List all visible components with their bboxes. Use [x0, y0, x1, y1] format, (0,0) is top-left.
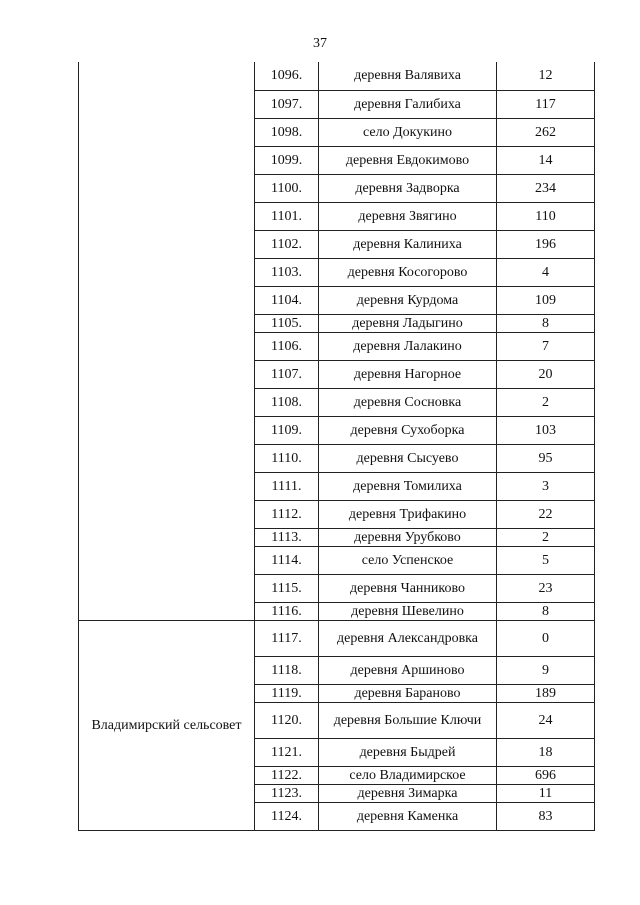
settlement-name: деревня Курдома	[319, 286, 497, 314]
row-number: 1120.	[255, 702, 319, 738]
row-number: 1122.	[255, 766, 319, 784]
settlement-name: деревня Аршиново	[319, 656, 497, 684]
row-number: 1098.	[255, 118, 319, 146]
population-value: 234	[497, 174, 595, 202]
settlement-name: деревня Лалакино	[319, 332, 497, 360]
row-number: 1113.	[255, 528, 319, 546]
settlement-name: деревня Галибиха	[319, 90, 497, 118]
settlement-name: деревня Урубково	[319, 528, 497, 546]
settlement-name: деревня Каменка	[319, 802, 497, 830]
settlement-name: деревня Валявиха	[319, 62, 497, 90]
settlement-name: деревня Сухоборка	[319, 416, 497, 444]
row-number: 1119.	[255, 684, 319, 702]
table-row	[79, 620, 595, 656]
population-value: 20	[497, 360, 595, 388]
row-number: 1121.	[255, 738, 319, 766]
settlement-name: деревня Александровка	[319, 620, 497, 656]
row-number: 1114.	[255, 546, 319, 574]
row-number: 1109.	[255, 416, 319, 444]
population-value: 2	[497, 528, 595, 546]
settlement-name: село Докукино	[319, 118, 497, 146]
population-value: 14	[497, 146, 595, 174]
settlement-name: деревня Трифакино	[319, 500, 497, 528]
population-value: 2	[497, 388, 595, 416]
population-value: 22	[497, 500, 595, 528]
population-value: 9	[497, 656, 595, 684]
settlement-name: деревня Сосновка	[319, 388, 497, 416]
row-number: 1107.	[255, 360, 319, 388]
row-number: 1101.	[255, 202, 319, 230]
row-number: 1118.	[255, 656, 319, 684]
population-value: 83	[497, 802, 595, 830]
population-value: 4	[497, 258, 595, 286]
row-number: 1104.	[255, 286, 319, 314]
row-number: 1105.	[255, 314, 319, 332]
settlement-name: деревня Задворка	[319, 174, 497, 202]
settlement-name: деревня Зимарка	[319, 784, 497, 802]
population-value: 3	[497, 472, 595, 500]
settlement-name: деревня Сысуево	[319, 444, 497, 472]
settlement-name: деревня Большие Ключи	[319, 702, 497, 738]
population-value: 8	[497, 602, 595, 620]
row-number: 1099.	[255, 146, 319, 174]
settlement-name: деревня Томилиха	[319, 472, 497, 500]
settlement-name: деревня Ладыгино	[319, 314, 497, 332]
row-number: 1115.	[255, 574, 319, 602]
population-value: 110	[497, 202, 595, 230]
row-number: 1108.	[255, 388, 319, 416]
table-row	[79, 62, 595, 90]
row-number: 1096.	[255, 62, 319, 90]
council-cell-previous	[79, 62, 255, 620]
row-number: 1100.	[255, 174, 319, 202]
row-number: 1103.	[255, 258, 319, 286]
population-value: 262	[497, 118, 595, 146]
settlement-name: деревня Нагорное	[319, 360, 497, 388]
row-number: 1111.	[255, 472, 319, 500]
row-number: 1117.	[255, 620, 319, 656]
row-number: 1106.	[255, 332, 319, 360]
population-value: 109	[497, 286, 595, 314]
settlement-name: село Успенское	[319, 546, 497, 574]
row-number: 1102.	[255, 230, 319, 258]
settlement-name: деревня Звягино	[319, 202, 497, 230]
row-number: 1112.	[255, 500, 319, 528]
population-value: 23	[497, 574, 595, 602]
row-number: 1123.	[255, 784, 319, 802]
population-value: 95	[497, 444, 595, 472]
table-body	[79, 62, 595, 830]
population-value: 696	[497, 766, 595, 784]
population-value: 5	[497, 546, 595, 574]
settlement-name: деревня Косогорово	[319, 258, 497, 286]
population-value: 103	[497, 416, 595, 444]
population-value: 18	[497, 738, 595, 766]
population-value: 117	[497, 90, 595, 118]
row-number: 1110.	[255, 444, 319, 472]
population-value: 11	[497, 784, 595, 802]
settlement-name: деревня Чанниково	[319, 574, 497, 602]
row-number: 1116.	[255, 602, 319, 620]
population-value: 24	[497, 702, 595, 738]
settlement-name: село Владимирское	[319, 766, 497, 784]
population-value: 7	[497, 332, 595, 360]
population-value: 12	[497, 62, 595, 90]
population-value: 0	[497, 620, 595, 656]
settlement-name: деревня Евдокимово	[319, 146, 497, 174]
settlements-table	[78, 62, 595, 831]
page-number: 37	[313, 36, 327, 51]
settlement-name: деревня Шевелино	[319, 602, 497, 620]
population-value: 196	[497, 230, 595, 258]
settlement-name: деревня Бараново	[319, 684, 497, 702]
population-value: 189	[497, 684, 595, 702]
population-value: 8	[497, 314, 595, 332]
row-number: 1124.	[255, 802, 319, 830]
row-number: 1097.	[255, 90, 319, 118]
settlement-name: деревня Калиниха	[319, 230, 497, 258]
settlement-name: деревня Быдрей	[319, 738, 497, 766]
council-name-vladimirsky: Владимирский сельсовет	[79, 620, 255, 830]
